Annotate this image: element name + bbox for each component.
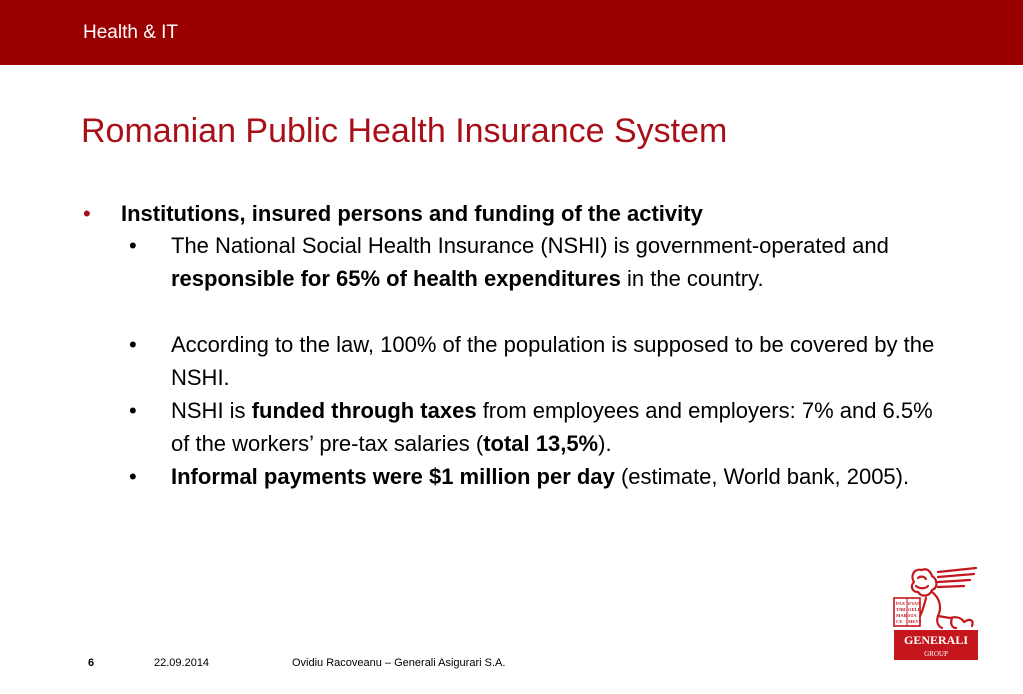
section-heading: Institutions, insured persons and funding of the activity	[121, 201, 703, 226]
list-item: Informal payments were $1 million per day (estimate, World bank, 2005).	[171, 464, 910, 489]
svg-text:STA: STA	[908, 613, 917, 618]
bullet: •	[129, 464, 137, 489]
generali-logo	[892, 562, 980, 662]
svg-text:EVAN: EVAN	[908, 601, 921, 606]
svg-text:TIBI: TIBI	[896, 607, 906, 612]
svg-text:PAX: PAX	[896, 601, 906, 606]
svg-text:GROUP: GROUP	[924, 650, 948, 658]
bullet: •	[129, 233, 137, 258]
svg-text:GELI: GELI	[908, 607, 920, 612]
list-item: The National Social Health Insurance (NSHI) is government-operated and responsible for 65% of health expenditures in the country.	[171, 233, 889, 291]
svg-text:CE: CE	[896, 619, 903, 624]
slide-title: Romanian Public Health Insurance System	[81, 112, 728, 150]
bullet: •	[129, 398, 137, 423]
bullet: •	[129, 332, 137, 357]
svg-text:MAR: MAR	[896, 613, 907, 618]
svg-text:GENERALI: GENERALI	[903, 633, 969, 647]
svg-text:MEVS: MEVS	[908, 619, 922, 624]
page-number: 6	[88, 657, 95, 669]
footer-date: 22.09.2014	[154, 657, 210, 669]
footer-author: Ovidiu Racoveanu – Generali Asigurari S.A.	[292, 657, 506, 669]
lion-icon	[892, 562, 980, 662]
list-item: NSHI is funded through taxes from employees and employers: 7% and 6.5% of the workers’ pre-tax salaries (total 13,5%).	[171, 398, 933, 456]
header-title: Health & IT	[83, 22, 179, 43]
list-item: According to the law, 100% of the population is supposed to be covered by the NSHI.	[171, 332, 935, 390]
header-bar	[0, 0, 1023, 65]
bullet-level1: •	[83, 201, 91, 226]
